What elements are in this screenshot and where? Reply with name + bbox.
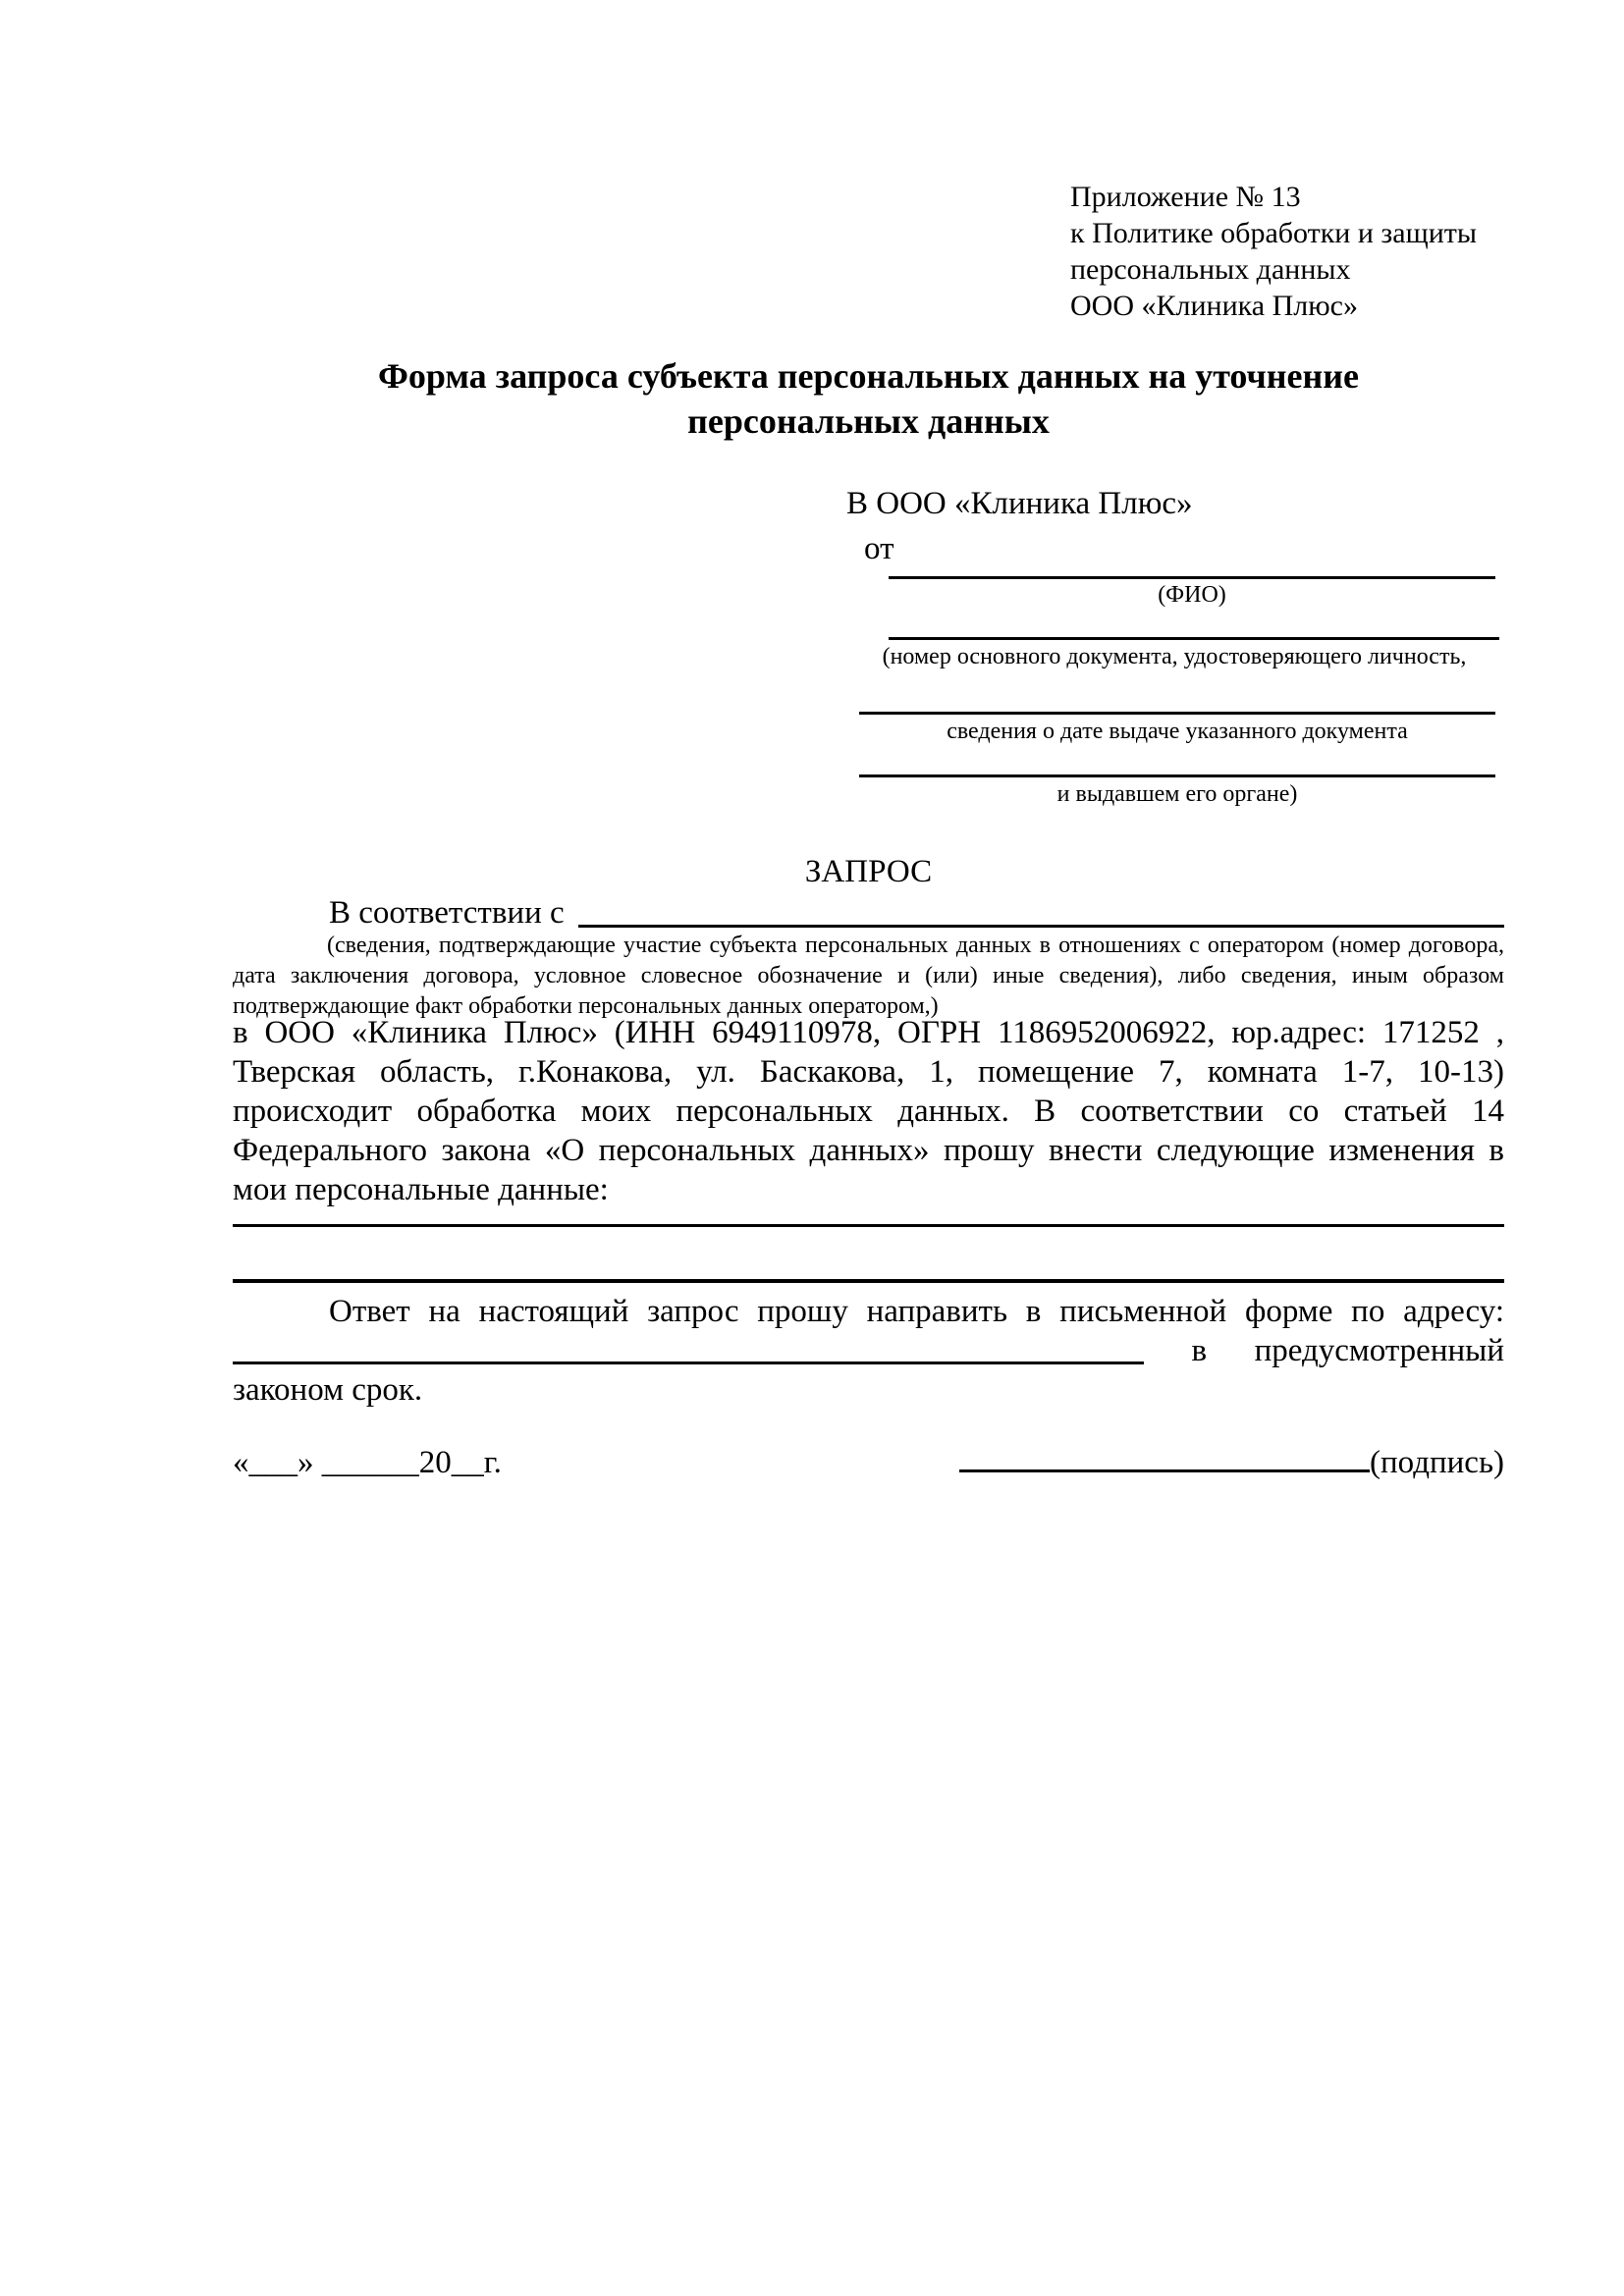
reply-line-3: законом срок.	[233, 1372, 423, 1408]
reply-line-2	[233, 1331, 1504, 1370]
date-blank: «___» ______20__г.	[233, 1445, 502, 1480]
title-line: персональных данных	[687, 401, 1050, 441]
reply-line-1: Ответ на настоящий запрос прошу направить в письменной форме по адресу:	[329, 1294, 1504, 1329]
issuer-blank-line	[859, 774, 1495, 777]
changes-blank-line-2	[233, 1279, 1504, 1283]
reply-paragraph	[233, 1292, 1504, 1410]
document-title	[233, 353, 1504, 444]
appendix-block	[1070, 179, 1542, 324]
signature-wrap	[959, 1443, 1504, 1482]
according-label: В соответствии с	[329, 895, 565, 931]
appendix-line: ООО «Клиника Плюс»	[1070, 290, 1358, 322]
request-heading: ЗАПРОС	[804, 854, 933, 889]
signature-blank-line	[959, 1468, 1370, 1472]
signature-caption: (подпись)	[1370, 1445, 1504, 1480]
date-signature-row	[233, 1443, 1504, 1482]
body-paragraph: в ООО «Клиника Плюс» (ИНН 6949110978, ОГРН 1186952006922, юр.адрес: 171252 , Тверская область, г.Конакова, ул. Баскакова, 1, помещение 7, комната 1-7, 10-13) происходит обработка моих персональных данных. В соответствии со статьей 14 Федерального закона «О персональных данных» прошу внести следующие изменения в мои персональные данные:	[233, 1015, 1504, 1207]
reply-word-v: в	[1191, 1333, 1208, 1368]
fio-caption: (ФИО)	[1158, 582, 1226, 608]
issue-date-blank-line	[859, 712, 1495, 715]
issuer-caption: и выдавшем его органе)	[1056, 781, 1298, 807]
reply-word-predusmotrennyj: предусмотренный	[1254, 1333, 1504, 1368]
small-print-note: (сведения, подтверждающие участие субъекта персональных данных в отношениях с оператором (номер договора, дата заключения договора, условное словесное обозначение и (или) иные сведения), либо сведения, иным образом подтверждающие факт обработки персональных данных оператором,)	[233, 933, 1504, 1019]
according-row	[233, 893, 1504, 933]
address-blank-line	[233, 1362, 1144, 1364]
appendix-line: персональных данных	[1070, 253, 1351, 286]
changes-blank-line-1	[233, 1224, 1504, 1227]
doc-number-blank-line	[889, 637, 1499, 640]
appendix-line: Приложение № 13	[1070, 181, 1301, 213]
issue-date-caption: сведения о дате выдаче указанного документа	[947, 719, 1408, 744]
fio-blank-line	[889, 576, 1495, 579]
org-name-line: В ООО «Клиника Плюс»	[846, 486, 1193, 521]
according-blank-line	[578, 925, 1504, 928]
appendix-line: к Политике обработки и защиты	[1070, 217, 1478, 249]
title-line: Форма запроса субъекта персональных данных на уточнение	[378, 356, 1359, 396]
from-label: от	[864, 531, 894, 566]
doc-number-caption: (номер основного документа, удостоверяющего личность,	[882, 644, 1467, 669]
